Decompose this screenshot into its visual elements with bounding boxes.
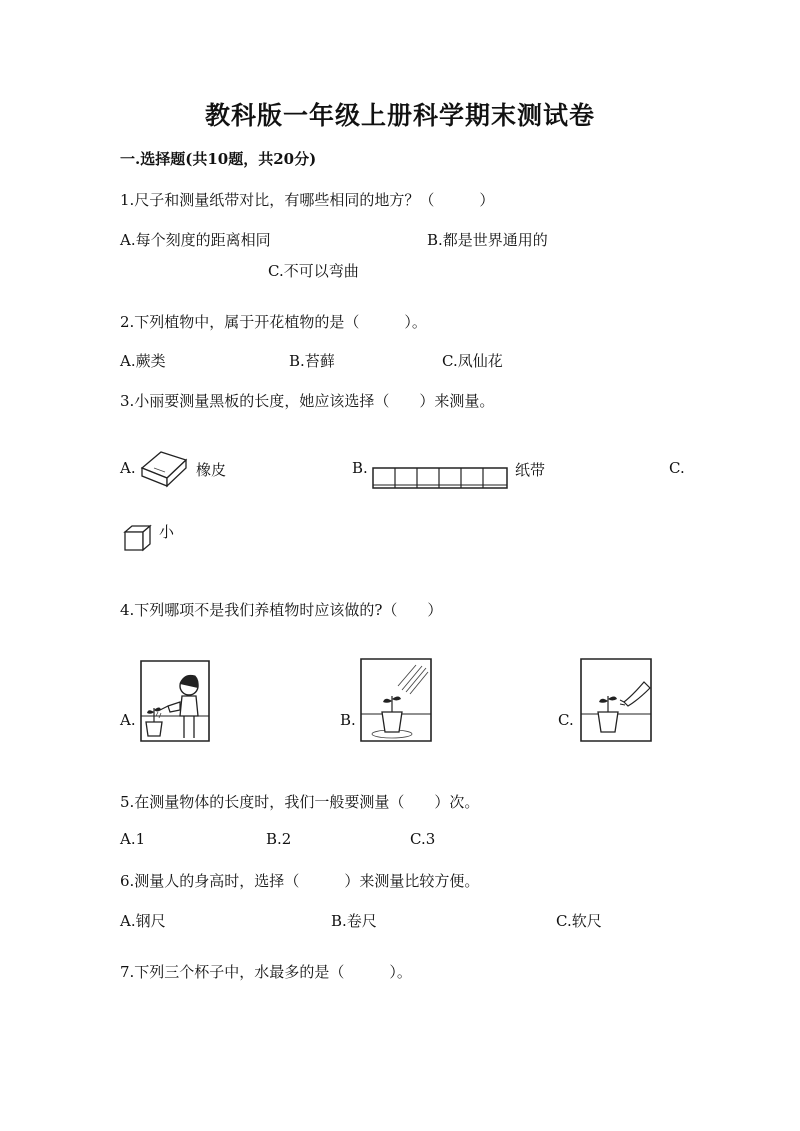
hand-pulling-plant-picture (578, 656, 654, 744)
question-6-stem: 6.测量人的身高时，选择（ ）来测量比较方便。 (120, 872, 480, 890)
question-5-option-c: C.3 (410, 830, 436, 848)
question-2-option-a: A.蕨类 (120, 352, 166, 370)
question-4-option-c-letter: C. (558, 711, 574, 729)
question-7-stem: 7.下列三个杯子中，水最多的是（ ）。 (120, 963, 412, 981)
question-3-stem: 3.小丽要测量黑板的长度，她应该选择（ ）来测量。 (120, 392, 495, 410)
cube-icon (123, 523, 153, 553)
eraser-icon (139, 446, 189, 490)
question-3-option-a-label: 橡皮 (196, 461, 227, 479)
question-1-option-a: A.每个刻度的距离相同 (120, 231, 271, 249)
question-1-option-b: B.都是世界通用的 (427, 231, 548, 249)
question-6-option-c: C.软尺 (556, 912, 602, 930)
watering-plant-picture (138, 658, 212, 744)
question-2-option-b: B.苔藓 (289, 352, 335, 370)
question-3-option-a-letter: A. (120, 459, 136, 477)
question-5-stem: 5.在测量物体的长度时，我们一般要测量（ ）次。 (120, 793, 480, 811)
question-5-option-b: B.2 (266, 830, 292, 848)
question-1-option-c: C.不可以弯曲 (268, 262, 359, 280)
question-3-option-c-letter: C. (669, 459, 685, 477)
question-3-option-c-label: 小 (159, 523, 175, 541)
question-4-option-b-letter: B. (340, 711, 356, 729)
question-3-option-b-label: 纸带 (515, 461, 546, 479)
question-4-option-a-letter: A. (120, 711, 136, 729)
question-6-option-a: A.钢尺 (120, 912, 166, 930)
plant-in-sunlight-picture (358, 656, 434, 744)
page-title: 教科版一年级上册科学期末测试卷 (204, 101, 595, 130)
question-2-stem: 2.下列植物中，属于开花植物的是（ ）。 (120, 313, 427, 331)
question-3-option-b-letter: B. (352, 459, 368, 477)
paper-strip-icon (371, 466, 509, 492)
question-4-stem: 4.下列哪项不是我们养植物时应该做的?（ ） (120, 601, 443, 619)
question-6-option-b: B.卷尺 (331, 912, 377, 930)
question-1-stem: 1.尺子和测量纸带对比，有哪些相同的地方？（ ） (120, 191, 495, 209)
section-heading: 一.选择题(共10题，共20分) (120, 150, 317, 168)
question-5-option-a: A.1 (120, 830, 146, 848)
question-2-option-c: C.凤仙花 (442, 352, 503, 370)
